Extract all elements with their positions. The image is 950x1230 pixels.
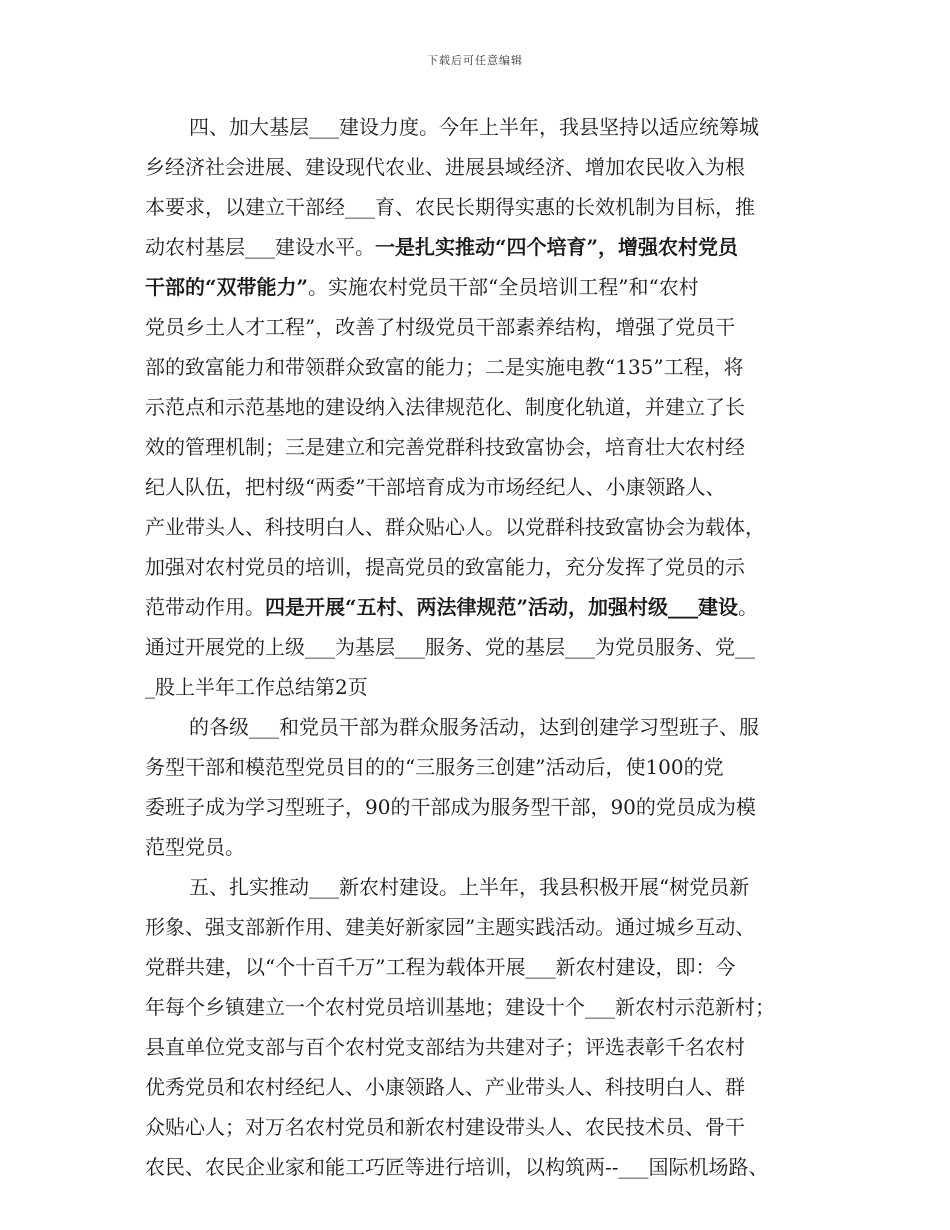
text-line — [145, 627, 820, 667]
text-line — [145, 947, 820, 987]
text-line — [145, 907, 820, 947]
text-segment: 通过开展党的上级___为基层___服务、党的基层___为党员服务、党__ — [145, 635, 755, 659]
text-line — [145, 467, 820, 507]
text-segment: 优秀党员和农村经纪人、小康领路人、产业带头人、科技明白人、群 — [145, 1075, 745, 1099]
text-segment: 年每个乡镇建立一个农村党员培训基地；建设十个___新农村示范新村； — [145, 995, 775, 1019]
text-segment: 众贴心人；对万名农村党员和新农村建设带头人、农民技术员、骨干 — [145, 1115, 745, 1139]
text-segment: 四、加大基层___建设力度。今年上半年，我县坚持以适应统筹城 — [189, 115, 759, 139]
text-segment: 范型党员。 — [145, 835, 245, 859]
page-header: 下载后可任意编辑 — [427, 54, 523, 67]
text-line — [145, 747, 820, 787]
text-segment: 。 — [738, 595, 759, 619]
text-segment: 形象、强支部新作用、建美好新家园”主题实践活动。通过城乡互动、 — [145, 915, 756, 939]
text-line — [145, 1107, 820, 1147]
text-line — [145, 1147, 820, 1187]
bold-text-segment: 四是开展“五村、两法律规范”活动，加强村级___建设 — [265, 595, 739, 619]
text-line — [145, 387, 820, 427]
document-body — [145, 107, 820, 1187]
text-line — [145, 427, 820, 467]
text-line — [145, 707, 820, 747]
text-segment: 。实施农村党员干部“全员培训工程”和“农村 — [308, 275, 699, 299]
text-line — [145, 347, 820, 387]
text-line — [145, 507, 820, 547]
text-segment: 五、扎实推动___新农村建设。上半年，我县积极开展“树党员新 — [189, 875, 750, 899]
text-line — [145, 787, 820, 827]
text-segment: 委班子成为学习型班子，90的干部成为服务型干部，90的党员成为模 — [145, 795, 756, 819]
text-line — [145, 267, 820, 307]
text-segment: 党群共建，以“个十百千万”工程为载体开展___新农村建设，即：今 — [145, 955, 736, 979]
text-segment: 范带动作用。 — [145, 595, 265, 619]
text-segment: 乡经济社会进展、建设现代农业、进展县域经济、增加农民收入为根 — [145, 155, 745, 179]
text-segment: 动农村基层___建设水平。 — [145, 235, 375, 259]
text-segment: 部的致富能力和带领群众致富的能力；二是实施电教“135”工程，将 — [145, 355, 744, 379]
text-line — [145, 107, 820, 147]
text-line — [145, 987, 820, 1027]
text-line — [145, 147, 820, 187]
text-line — [145, 227, 820, 267]
text-segment: 本要求，以建立干部经___育、农民长期得实惠的长效机制为目标，推 — [145, 195, 755, 219]
bold-text-segment: 干部的“双带能力” — [145, 275, 309, 299]
text-segment: 的各级___和党员干部为群众服务活动，达到创建学习型班子、服 — [189, 715, 759, 739]
text-line — [145, 1027, 820, 1067]
text-segment: 纪人队伍，把村级“两委”干部培育成为市场经纪人、小康领路人、 — [145, 475, 726, 499]
text-segment: 示范点和示范基地的建设纳入法律规范化、制度化轨道，并建立了长 — [145, 395, 745, 419]
text-segment: _股上半年工作总结第2页 — [145, 675, 368, 699]
text-segment: 效的管理机制；三是建立和完善党群科技致富协会，培育壮大农村经 — [145, 435, 745, 459]
text-line — [145, 307, 820, 347]
text-line — [145, 827, 820, 867]
bold-text-segment: 一是扎实推动“四个培育”，增强农村党员 — [375, 235, 739, 259]
text-line — [145, 187, 820, 227]
text-segment: 县直单位党支部与百个农村党支部结为共建对子；评选表彰千名农村 — [145, 1035, 745, 1059]
text-segment: 党员乡土人才工程”，改善了村级党员干部素养结构，增强了党员干 — [145, 315, 736, 339]
text-segment: 产业带头人、科技明白人、群众贴心人。以党群科技致富协会为载体， — [145, 515, 765, 539]
text-line — [145, 867, 820, 907]
text-segment: 务型干部和模范型党员目的的“三服务三创建”活动后，使100的党 — [145, 755, 724, 779]
text-line — [145, 1067, 820, 1107]
text-line — [145, 587, 820, 627]
text-segment: 农民、农民企业家和能工巧匠等进行培训，以构筑两--___国际机场路、 — [145, 1155, 769, 1179]
text-segment: 加强对农村党员的培训，提高党员的致富能力，充分发挥了党员的示 — [145, 555, 745, 579]
text-line — [145, 547, 820, 587]
text-line — [145, 667, 820, 707]
